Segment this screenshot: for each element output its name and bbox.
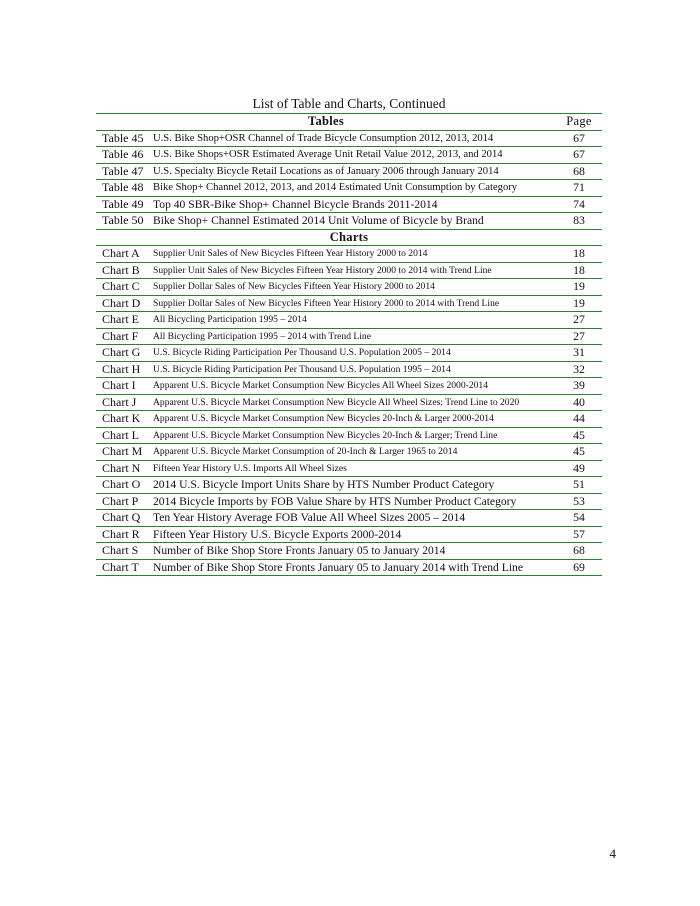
entry-label: Chart P [96,493,150,510]
entry-page: 40 [556,394,602,411]
entry-description: Apparent U.S. Bicycle Market Consumption New Bicycles 20-Inch & Larger; Trend Line [150,427,556,444]
toc-row [96,279,602,296]
entry-label: Chart N [96,460,150,477]
entry-description: Supplier Dollar Sales of New Bicycles Fifteen Year History 2000 to 2014 with Trend Line [150,295,556,312]
entry-page: 19 [556,295,602,312]
entry-description: Supplier Unit Sales of New Bicycles Fifteen Year History 2000 to 2014 with Trend Line [150,262,556,279]
entry-label: Table 49 [96,196,150,213]
entry-page: 53 [556,493,602,510]
toc-row [96,394,602,411]
entry-label: Chart K [96,411,150,428]
entry-label: Chart S [96,543,150,560]
entry-page: 68 [556,163,602,180]
entry-label: Table 45 [96,130,150,147]
entry-description: U.S. Bike Shops+OSR Estimated Average Unit Retail Value 2012, 2013, and 2014 [150,147,556,164]
page-header: Page [556,114,602,131]
entry-description: 2014 U.S. Bicycle Import Units Share by HTS Number Product Category [150,477,556,494]
entry-page: 83 [556,213,602,230]
entry-label: Table 46 [96,147,150,164]
toc-row [96,130,602,147]
entry-description: Apparent U.S. Bicycle Market Consumption New Bicycles 20-Inch & Larger 2000-2014 [150,411,556,428]
charts-header: Charts [96,229,602,246]
entry-description: Top 40 SBR-Bike Shop+ Channel Bicycle Brands 2011-2014 [150,196,556,213]
charts-header-row [96,229,602,246]
entry-description: Number of Bike Shop Store Fronts January 05 to January 2014 with Trend Line [150,559,556,576]
entry-description: U.S. Bicycle Riding Participation Per Thousand U.S. Population 2005 – 2014 [150,345,556,362]
toc-row [96,361,602,378]
toc-row [96,559,602,576]
entry-page: 27 [556,312,602,329]
entry-page: 19 [556,279,602,296]
toc-row [96,460,602,477]
entry-label: Chart B [96,262,150,279]
entry-label: Chart O [96,477,150,494]
page-title: List of Table and Charts, Continued [252,96,446,111]
entry-label: Chart R [96,526,150,543]
entry-label: Chart E [96,312,150,329]
toc-row [96,543,602,560]
entry-page: 69 [556,559,602,576]
toc-row [96,262,602,279]
entry-description: Fifteen Year History U.S. Imports All Wheel Sizes [150,460,556,477]
entry-page: 51 [556,477,602,494]
tables-header-row [96,114,602,131]
entry-label: Chart M [96,444,150,461]
entry-description: Bike Shop+ Channel 2012, 2013, and 2014 Estimated Unit Consumption by Category [150,180,556,197]
toc-row [96,444,602,461]
entry-description: U.S. Specialty Bicycle Retail Locations as of January 2006 through January 2014 [150,163,556,180]
entry-page: 57 [556,526,602,543]
entry-description: Apparent U.S. Bicycle Market Consumption New Bicycles All Wheel Sizes 2000-2014 [150,378,556,395]
entry-label: Chart D [96,295,150,312]
entry-page: 18 [556,262,602,279]
toc-row [96,345,602,362]
entry-label: Chart J [96,394,150,411]
entry-label: Table 47 [96,163,150,180]
entry-page: 74 [556,196,602,213]
entry-label: Chart A [96,246,150,263]
toc-row [96,378,602,395]
entry-description: Ten Year History Average FOB Value All Wheel Sizes 2005 – 2014 [150,510,556,527]
toc-row [96,526,602,543]
entry-page: 67 [556,130,602,147]
entry-label: Chart H [96,361,150,378]
entry-page: 71 [556,180,602,197]
entry-label: Chart G [96,345,150,362]
entry-label: Chart Q [96,510,150,527]
entry-page: 39 [556,378,602,395]
toc-row [96,147,602,164]
entry-label: Table 48 [96,180,150,197]
entry-description: Fifteen Year History U.S. Bicycle Exports 2000-2014 [150,526,556,543]
entry-page: 31 [556,345,602,362]
entry-description: 2014 Bicycle Imports by FOB Value Share by HTS Number Product Category [150,493,556,510]
entry-page: 44 [556,411,602,428]
toc-row [96,196,602,213]
entry-label: Chart F [96,328,150,345]
toc-row [96,510,602,527]
entry-label: Chart C [96,279,150,296]
entry-page: 54 [556,510,602,527]
toc-row [96,328,602,345]
toc-row [96,213,602,230]
entry-description: All Bicycling Participation 1995 – 2014 [150,312,556,329]
entry-description: Supplier Dollar Sales of New Bicycles Fifteen Year History 2000 to 2014 [150,279,556,296]
toc-row [96,427,602,444]
entry-page: 67 [556,147,602,164]
toc-row [96,312,602,329]
entry-description: Number of Bike Shop Store Fronts January 05 to January 2014 [150,543,556,560]
toc-row [96,295,602,312]
entry-page: 45 [556,427,602,444]
entry-description: Bike Shop+ Channel Estimated 2014 Unit Volume of Bicycle by Brand [150,213,556,230]
entry-page: 49 [556,460,602,477]
entry-description: U.S. Bike Shop+OSR Channel of Trade Bicycle Consumption 2012, 2013, 2014 [150,130,556,147]
entry-page: 18 [556,246,602,263]
entry-description: Apparent U.S. Bicycle Market Consumption New Bicycle All Wheel Sizes: Trend Line to 2020 [150,394,556,411]
toc-row [96,180,602,197]
tables-header: Tables [96,114,556,131]
entry-page: 32 [556,361,602,378]
toc-row [96,246,602,263]
toc-table [96,113,602,576]
entry-page: 45 [556,444,602,461]
entry-label: Chart T [96,559,150,576]
entry-description: U.S. Bicycle Riding Participation Per Thousand U.S. Population 1995 – 2014 [150,361,556,378]
entry-description: All Bicycling Participation 1995 – 2014 with Trend Line [150,328,556,345]
entry-description: Apparent U.S. Bicycle Market Consumption of 20-Inch & Larger 1965 to 2014 [150,444,556,461]
page-number: 4 [609,846,616,861]
entry-description: Supplier Unit Sales of New Bicycles Fifteen Year History 2000 to 2014 [150,246,556,263]
entry-label: Chart I [96,378,150,395]
toc-row [96,477,602,494]
toc-row [96,163,602,180]
entry-page: 27 [556,328,602,345]
toc-row [96,411,602,428]
entry-page: 68 [556,543,602,560]
entry-label: Table 50 [96,213,150,230]
toc-row [96,493,602,510]
entry-label: Chart L [96,427,150,444]
